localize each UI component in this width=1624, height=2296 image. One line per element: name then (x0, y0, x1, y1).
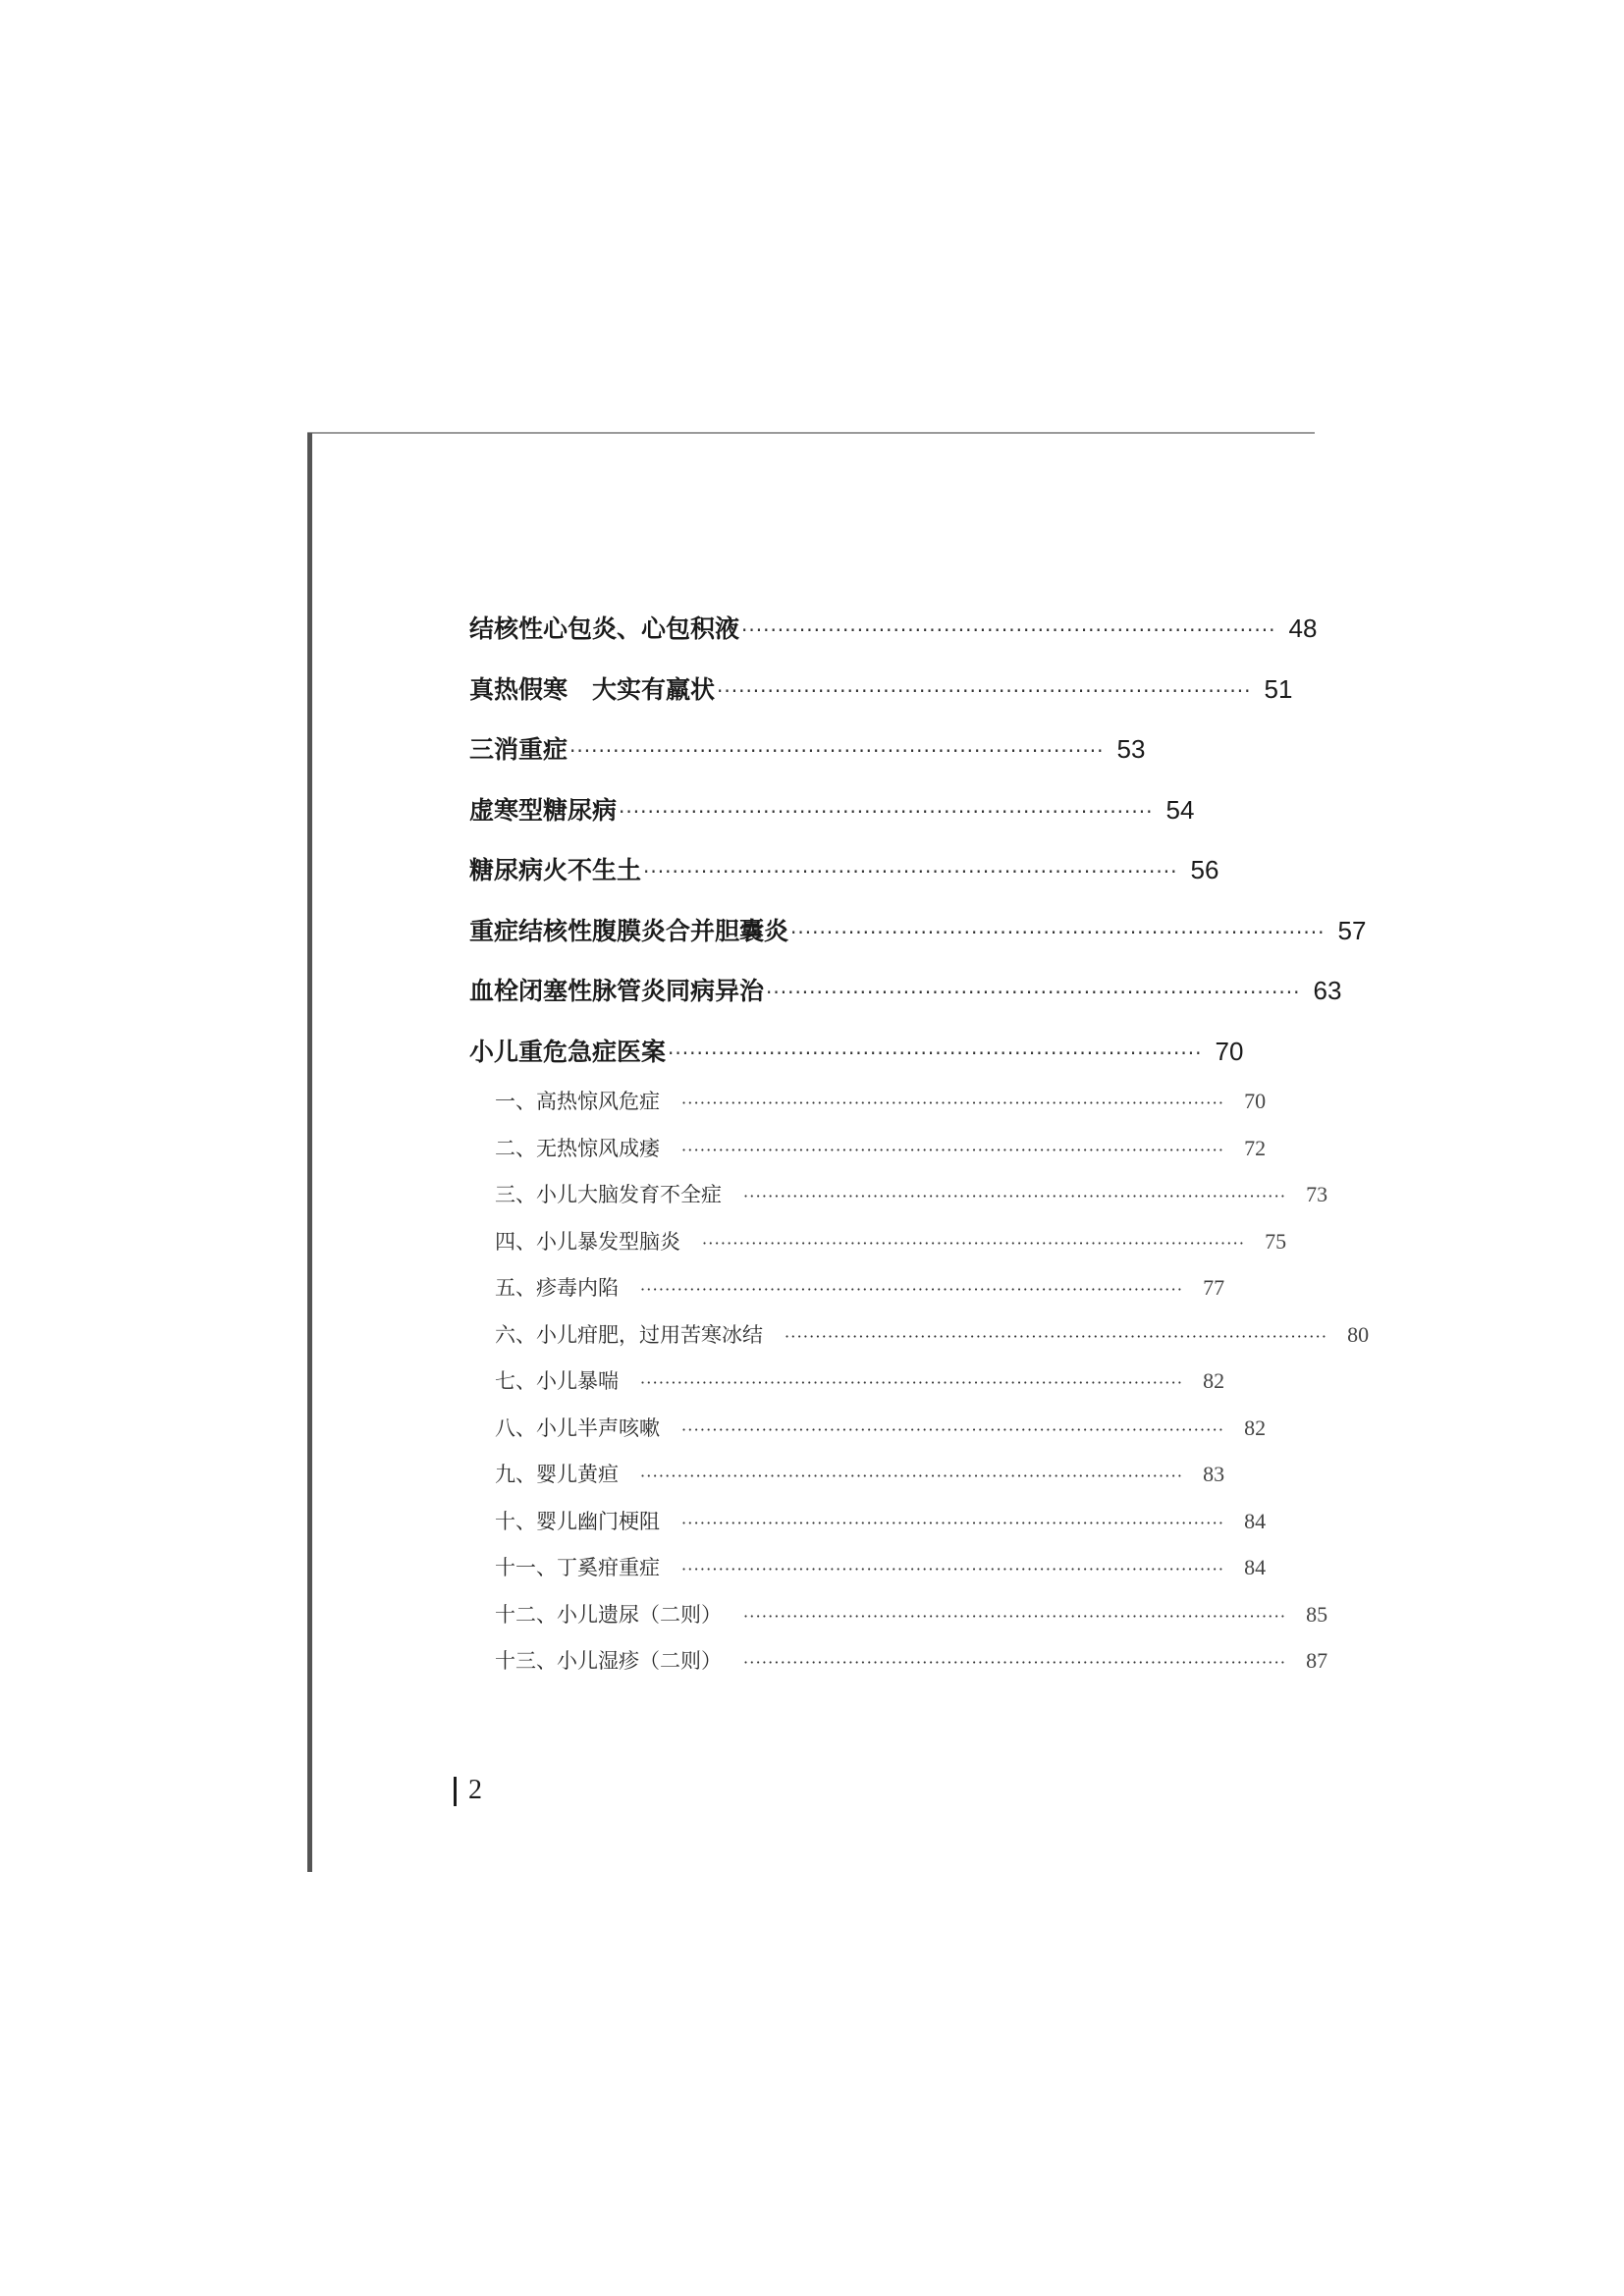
toc-subentry-page: 84 (1244, 1555, 1267, 1579)
toc-subentry-page: 82 (1244, 1415, 1267, 1440)
dot-leader: ························································································ (702, 1233, 1246, 1253)
toc-entry-page: 53 (1116, 734, 1146, 764)
toc-subentry[interactable] (469, 1218, 1287, 1265)
toc-entry-page: 54 (1165, 794, 1195, 825)
toc-subentry[interactable] (469, 1498, 1267, 1545)
toc-entry[interactable] (469, 782, 1195, 843)
toc-entry[interactable] (469, 662, 1293, 722)
dot-leader: ························································································ (785, 1326, 1328, 1346)
toc-subentry-title: 一、高热惊风危症 (495, 1090, 660, 1113)
toc-entry[interactable] (469, 842, 1219, 903)
toc-subentry-page: 84 (1244, 1508, 1267, 1533)
toc-subentry[interactable] (469, 1311, 1370, 1359)
dot-leader: ·········································································· (766, 981, 1301, 1004)
dot-leader: ························································································ (681, 1419, 1225, 1439)
toc-entry[interactable] (469, 601, 1318, 662)
toc-subentry-title: 九、婴儿黄疸 (495, 1463, 619, 1486)
toc-entry-title: 糖尿病火不生土 (469, 856, 642, 884)
toc-subentry-page: 72 (1244, 1135, 1267, 1160)
toc-subentry-title: 十三、小儿湿疹（二则） (495, 1649, 722, 1673)
toc-subentry-title: 六、小儿疳肥，过用苦寒冰结 (495, 1322, 763, 1347)
toc-subentry-title: 五、疹毒内陷 (495, 1276, 619, 1300)
toc-entry-page: 57 (1337, 915, 1367, 945)
toc-subentry[interactable] (469, 1591, 1328, 1638)
toc-entry-title: 结核性心包炎、心包积液 (469, 614, 740, 643)
dot-leader: ·········································································· (619, 799, 1154, 824)
toc-entry-page: 51 (1264, 673, 1293, 704)
toc-subentry[interactable] (469, 1125, 1267, 1172)
toc-subentry-title: 十二、小儿遗尿（二则） (495, 1602, 722, 1627)
dot-leader: ························································································ (743, 1653, 1287, 1672)
toc-entry[interactable] (469, 963, 1342, 1024)
dot-leader: ·········································································· (643, 860, 1178, 883)
toc-entry[interactable] (469, 721, 1146, 782)
dot-leader: ·········································································· (790, 920, 1326, 944)
dot-leader: ·········································································· (717, 678, 1252, 703)
dot-leader: ························································································ (743, 1606, 1287, 1626)
toc-subentry-title: 七、小儿暴喘 (495, 1369, 619, 1393)
dot-leader: ························································································ (681, 1094, 1225, 1112)
toc-subentry-title: 三、小儿大脑发育不全症 (495, 1183, 722, 1206)
toc-subentry-title: 二、无热惊风成痿 (495, 1136, 660, 1160)
folio-rule (454, 1777, 457, 1806)
table-of-contents (469, 601, 1370, 1684)
toc-entry[interactable] (469, 1024, 1244, 1085)
toc-entry-page: 70 (1215, 1036, 1244, 1066)
toc-subentry-title: 四、小儿暴发型脑炎 (495, 1229, 680, 1254)
toc-subentry-page: 83 (1203, 1462, 1225, 1486)
dot-leader: ························································································ (640, 1280, 1184, 1299)
toc-subentry[interactable] (469, 1405, 1267, 1452)
toc-subentry[interactable] (469, 1264, 1225, 1311)
toc-subentry-page: 85 (1306, 1601, 1328, 1627)
dot-leader: ························································································ (743, 1187, 1287, 1205)
toc-subentry-page: 70 (1244, 1089, 1267, 1113)
dot-leader: ·········································································· (668, 1041, 1203, 1065)
page-binding-edge (307, 433, 312, 1872)
page-number: 2 (468, 1775, 482, 1805)
toc-subentry[interactable] (469, 1544, 1267, 1591)
dot-leader: ························································································ (681, 1560, 1225, 1578)
dot-leader: ························································································ (640, 1373, 1184, 1392)
toc-subentry-page: 80 (1347, 1321, 1370, 1347)
toc-entry-title: 真热假寒 大实有羸状 (469, 674, 716, 704)
toc-subentry-page: 75 (1265, 1228, 1287, 1254)
toc-entry-title: 重症结核性腹膜炎合并胆囊炎 (469, 916, 789, 945)
toc-entry-title: 虚寒型糖尿病 (469, 795, 618, 825)
toc-entry-page: 48 (1288, 614, 1318, 643)
toc-subentry[interactable] (469, 1171, 1328, 1218)
toc-subentry-page: 87 (1306, 1648, 1328, 1673)
page-top-rule (307, 432, 1315, 434)
toc-entry-title: 血栓闭塞性脉管炎同病异治 (469, 977, 765, 1005)
dot-leader: ························································································ (681, 1513, 1225, 1532)
toc-entry-page: 63 (1313, 976, 1342, 1005)
toc-subentry-page: 73 (1306, 1182, 1328, 1206)
toc-subentry[interactable] (469, 1637, 1328, 1684)
toc-subentry[interactable] (469, 1358, 1225, 1405)
dot-leader: ·········································································· (569, 739, 1105, 763)
toc-entry-title: 三消重症 (469, 735, 568, 764)
dot-leader: ························································································ (640, 1467, 1184, 1485)
toc-subentry-title: 十、婴儿幽门梗阻 (495, 1509, 660, 1533)
toc-subentry-page: 77 (1203, 1275, 1225, 1300)
toc-entry-title: 小儿重危急症医案 (469, 1037, 667, 1066)
toc-subentry-page: 82 (1203, 1368, 1225, 1393)
toc-subentry-title: 十一、丁奚疳重症 (495, 1556, 660, 1579)
toc-subentry[interactable] (469, 1078, 1267, 1125)
dot-leader: ························································································ (681, 1140, 1225, 1159)
toc-entry-page: 56 (1190, 855, 1219, 884)
dot-leader: ·········································································· (741, 618, 1276, 642)
toc-subentry-title: 八、小儿半声咳嗽 (495, 1415, 660, 1440)
toc-entry[interactable] (469, 903, 1367, 964)
toc-subentry[interactable] (469, 1451, 1225, 1498)
